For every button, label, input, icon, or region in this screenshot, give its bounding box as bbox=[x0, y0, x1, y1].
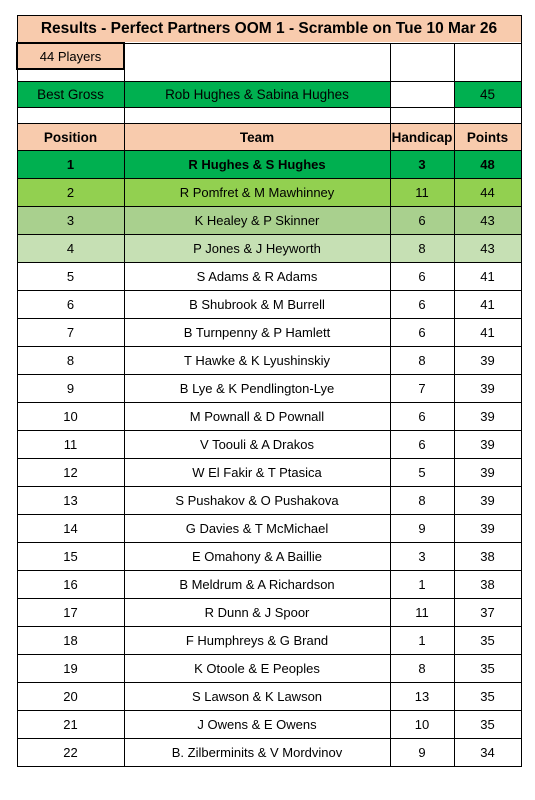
page-title: Results - Perfect Partners OOM 1 - Scramble on Tue 10 Mar 26 bbox=[17, 16, 521, 44]
table-row bbox=[17, 515, 521, 543]
team-cell: B. Zilberminits & V Mordvinov bbox=[124, 739, 390, 767]
handicap-cell: 6 bbox=[390, 291, 454, 319]
points-cell: 37 bbox=[454, 599, 521, 627]
team-cell: B Lye & K Pendlington-Lye bbox=[124, 375, 390, 403]
position-cell: 4 bbox=[17, 235, 124, 263]
points-cell: 39 bbox=[454, 375, 521, 403]
players-row bbox=[17, 43, 521, 69]
points-cell: 39 bbox=[454, 459, 521, 487]
position-cell: 7 bbox=[17, 319, 124, 347]
points-cell: 39 bbox=[454, 347, 521, 375]
table-row bbox=[17, 655, 521, 683]
team-cell: K Healey & P Skinner bbox=[124, 207, 390, 235]
position-cell: 14 bbox=[17, 515, 124, 543]
points-cell: 41 bbox=[454, 291, 521, 319]
table-row bbox=[17, 179, 521, 207]
points-cell: 43 bbox=[454, 235, 521, 263]
handicap-cell: 7 bbox=[390, 375, 454, 403]
position-cell: 20 bbox=[17, 683, 124, 711]
position-cell: 5 bbox=[17, 263, 124, 291]
points-cell: 44 bbox=[454, 179, 521, 207]
header-team: Team bbox=[124, 124, 390, 151]
handicap-cell: 6 bbox=[390, 319, 454, 347]
position-cell: 18 bbox=[17, 627, 124, 655]
header-points: Points bbox=[454, 124, 521, 151]
position-cell: 2 bbox=[17, 179, 124, 207]
position-cell: 16 bbox=[17, 571, 124, 599]
team-cell: M Pownall & D Pownall bbox=[124, 403, 390, 431]
spacer-row bbox=[17, 108, 521, 124]
team-cell: W El Fakir & T Ptasica bbox=[124, 459, 390, 487]
points-cell: 35 bbox=[454, 711, 521, 739]
position-cell: 12 bbox=[17, 459, 124, 487]
table-row bbox=[17, 599, 521, 627]
points-cell: 35 bbox=[454, 655, 521, 683]
points-cell: 48 bbox=[454, 151, 521, 179]
position-cell: 21 bbox=[17, 711, 124, 739]
best-gross-row bbox=[17, 82, 521, 108]
handicap-cell: 3 bbox=[390, 543, 454, 571]
team-cell: B Turnpenny & P Hamlett bbox=[124, 319, 390, 347]
results-table bbox=[16, 15, 522, 767]
points-cell: 35 bbox=[454, 683, 521, 711]
position-cell: 9 bbox=[17, 375, 124, 403]
handicap-cell: 1 bbox=[390, 627, 454, 655]
header-handicap: Handicap bbox=[390, 124, 454, 151]
points-cell: 39 bbox=[454, 487, 521, 515]
team-cell: F Humphreys & G Brand bbox=[124, 627, 390, 655]
handicap-cell: 8 bbox=[390, 347, 454, 375]
blank-cell bbox=[124, 43, 390, 69]
points-cell: 39 bbox=[454, 431, 521, 459]
players-count: 44 Players bbox=[17, 43, 124, 69]
table-row bbox=[17, 347, 521, 375]
points-cell: 38 bbox=[454, 543, 521, 571]
table-row bbox=[17, 431, 521, 459]
table-row bbox=[17, 263, 521, 291]
best-gross-handicap bbox=[390, 82, 454, 108]
position-cell: 3 bbox=[17, 207, 124, 235]
handicap-cell: 1 bbox=[390, 571, 454, 599]
position-cell: 22 bbox=[17, 739, 124, 767]
table-row bbox=[17, 235, 521, 263]
blank-cell bbox=[390, 43, 454, 69]
handicap-cell: 3 bbox=[390, 151, 454, 179]
table-row bbox=[17, 375, 521, 403]
handicap-cell: 6 bbox=[390, 263, 454, 291]
handicap-cell: 6 bbox=[390, 431, 454, 459]
best-gross-points: 45 bbox=[454, 82, 521, 108]
points-cell: 39 bbox=[454, 515, 521, 543]
spacer-row bbox=[17, 69, 521, 82]
handicap-cell: 11 bbox=[390, 599, 454, 627]
team-cell: K Otoole & E Peoples bbox=[124, 655, 390, 683]
points-cell: 41 bbox=[454, 263, 521, 291]
team-cell: B Shubrook & M Burrell bbox=[124, 291, 390, 319]
handicap-cell: 9 bbox=[390, 739, 454, 767]
points-cell: 38 bbox=[454, 571, 521, 599]
position-cell: 1 bbox=[17, 151, 124, 179]
table-row bbox=[17, 403, 521, 431]
team-cell: E Omahony & A Baillie bbox=[124, 543, 390, 571]
points-cell: 34 bbox=[454, 739, 521, 767]
handicap-cell: 8 bbox=[390, 235, 454, 263]
team-cell: R Pomfret & M Mawhinney bbox=[124, 179, 390, 207]
table-row bbox=[17, 459, 521, 487]
header-row bbox=[17, 124, 521, 151]
position-cell: 11 bbox=[17, 431, 124, 459]
table-row bbox=[17, 151, 521, 179]
handicap-cell: 8 bbox=[390, 487, 454, 515]
table-row bbox=[17, 711, 521, 739]
table-row bbox=[17, 319, 521, 347]
table-row bbox=[17, 683, 521, 711]
team-cell: V Toouli & A Drakos bbox=[124, 431, 390, 459]
handicap-cell: 8 bbox=[390, 655, 454, 683]
position-cell: 13 bbox=[17, 487, 124, 515]
points-cell: 41 bbox=[454, 319, 521, 347]
team-cell: R Dunn & J Spoor bbox=[124, 599, 390, 627]
position-cell: 8 bbox=[17, 347, 124, 375]
header-position: Position bbox=[17, 124, 124, 151]
handicap-cell: 6 bbox=[390, 403, 454, 431]
table-row bbox=[17, 207, 521, 235]
table-row bbox=[17, 291, 521, 319]
team-cell: P Jones & J Heyworth bbox=[124, 235, 390, 263]
position-cell: 6 bbox=[17, 291, 124, 319]
title-row bbox=[17, 16, 521, 44]
points-cell: 39 bbox=[454, 403, 521, 431]
table-row bbox=[17, 739, 521, 767]
position-cell: 19 bbox=[17, 655, 124, 683]
handicap-cell: 5 bbox=[390, 459, 454, 487]
team-cell: T Hawke & K Lyushinskiy bbox=[124, 347, 390, 375]
team-cell: J Owens & E Owens bbox=[124, 711, 390, 739]
handicap-cell: 6 bbox=[390, 207, 454, 235]
handicap-cell: 10 bbox=[390, 711, 454, 739]
blank-cell bbox=[454, 43, 521, 69]
table-row bbox=[17, 627, 521, 655]
team-cell: R Hughes & S Hughes bbox=[124, 151, 390, 179]
points-cell: 43 bbox=[454, 207, 521, 235]
handicap-cell: 9 bbox=[390, 515, 454, 543]
position-cell: 10 bbox=[17, 403, 124, 431]
team-cell: B Meldrum & A Richardson bbox=[124, 571, 390, 599]
best-gross-team: Rob Hughes & Sabina Hughes bbox=[124, 82, 390, 108]
team-cell: S Pushakov & O Pushakova bbox=[124, 487, 390, 515]
points-cell: 35 bbox=[454, 627, 521, 655]
team-cell: S Lawson & K Lawson bbox=[124, 683, 390, 711]
position-cell: 15 bbox=[17, 543, 124, 571]
best-gross-label: Best Gross bbox=[17, 82, 124, 108]
handicap-cell: 13 bbox=[390, 683, 454, 711]
team-cell: G Davies & T McMichael bbox=[124, 515, 390, 543]
table-row bbox=[17, 543, 521, 571]
position-cell: 17 bbox=[17, 599, 124, 627]
team-cell: S Adams & R Adams bbox=[124, 263, 390, 291]
table-row bbox=[17, 487, 521, 515]
handicap-cell: 11 bbox=[390, 179, 454, 207]
table-row bbox=[17, 571, 521, 599]
